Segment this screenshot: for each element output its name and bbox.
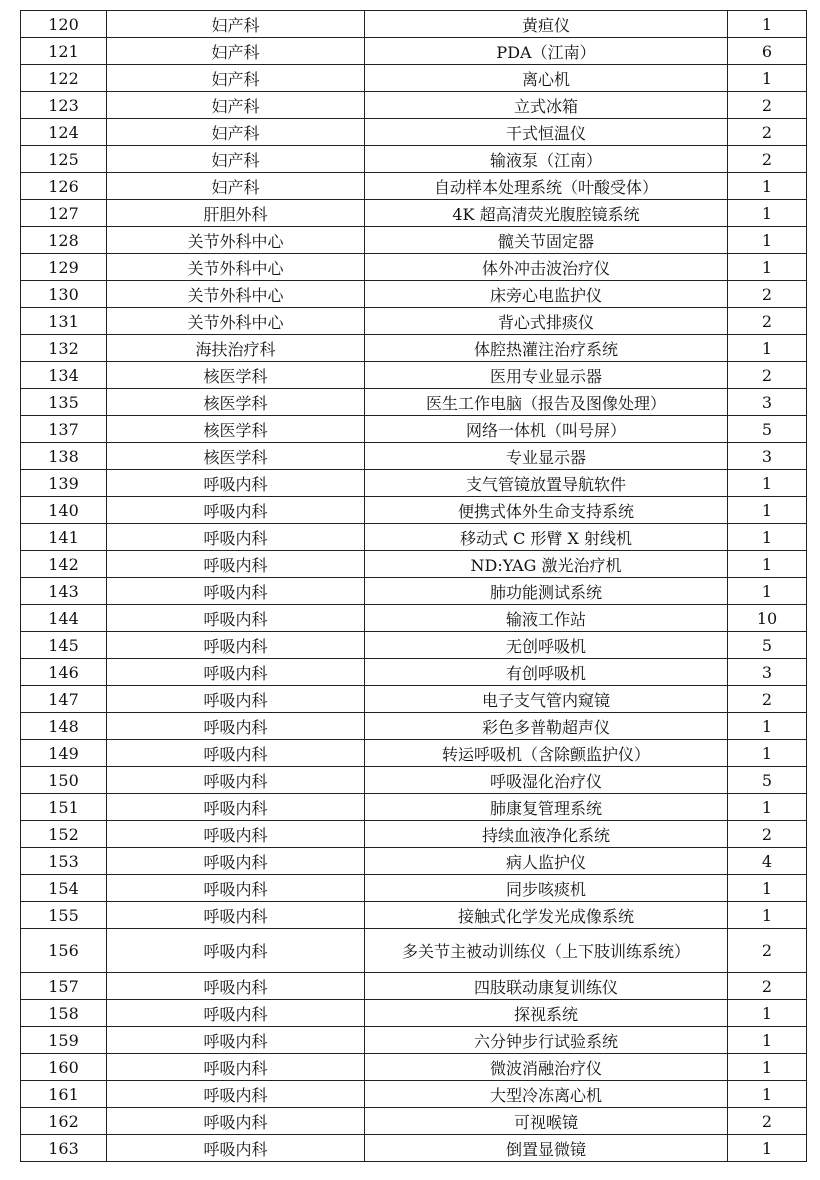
table-row	[21, 362, 807, 389]
cell-equipment-name: 便携式体外生命支持系统	[365, 497, 728, 524]
table-row	[21, 173, 807, 200]
cell-quantity: 2	[728, 146, 807, 173]
cell-equipment-name: 四肢联动康复训练仪	[365, 973, 728, 1000]
cell-department: 海扶治疗科	[107, 335, 365, 362]
table-row	[21, 389, 807, 416]
cell-quantity: 1	[728, 497, 807, 524]
table-row	[21, 146, 807, 173]
equipment-table	[20, 10, 807, 1162]
table-row	[21, 740, 807, 767]
cell-department: 呼吸内科	[107, 605, 365, 632]
cell-number: 149	[21, 740, 107, 767]
cell-quantity: 5	[728, 632, 807, 659]
table-row	[21, 416, 807, 443]
cell-quantity: 1	[728, 1027, 807, 1054]
cell-equipment-name: 可视喉镜	[365, 1108, 728, 1135]
cell-department: 关节外科中心	[107, 281, 365, 308]
table-row	[21, 308, 807, 335]
cell-equipment-name: 大型冷冻离心机	[365, 1081, 728, 1108]
cell-quantity: 2	[728, 973, 807, 1000]
cell-number: 130	[21, 281, 107, 308]
cell-department: 呼吸内科	[107, 1027, 365, 1054]
cell-quantity: 1	[728, 578, 807, 605]
cell-department: 关节外科中心	[107, 227, 365, 254]
cell-quantity: 2	[728, 362, 807, 389]
cell-number: 155	[21, 902, 107, 929]
cell-department: 妇产科	[107, 38, 365, 65]
table-row	[21, 973, 807, 1000]
table-row	[21, 632, 807, 659]
cell-equipment-name: 医生工作电脑（报告及图像处理）	[365, 389, 728, 416]
cell-number: 142	[21, 551, 107, 578]
cell-quantity: 2	[728, 281, 807, 308]
cell-quantity: 1	[728, 200, 807, 227]
table-row	[21, 11, 807, 38]
cell-number: 129	[21, 254, 107, 281]
cell-quantity: 6	[728, 38, 807, 65]
cell-department: 核医学科	[107, 443, 365, 470]
cell-equipment-name: 床旁心电监护仪	[365, 281, 728, 308]
table-row	[21, 497, 807, 524]
cell-number: 163	[21, 1135, 107, 1162]
cell-number: 153	[21, 848, 107, 875]
cell-number: 135	[21, 389, 107, 416]
cell-department: 呼吸内科	[107, 1081, 365, 1108]
cell-equipment-name: 无创呼吸机	[365, 632, 728, 659]
cell-number: 152	[21, 821, 107, 848]
cell-equipment-name: 有创呼吸机	[365, 659, 728, 686]
cell-equipment-name: 体外冲击波治疗仪	[365, 254, 728, 281]
cell-equipment-name: 体腔热灌注治疗系统	[365, 335, 728, 362]
cell-department: 呼吸内科	[107, 1000, 365, 1027]
cell-number: 157	[21, 973, 107, 1000]
cell-number: 120	[21, 11, 107, 38]
cell-quantity: 1	[728, 65, 807, 92]
cell-quantity: 2	[728, 821, 807, 848]
cell-number: 126	[21, 173, 107, 200]
table-row	[21, 767, 807, 794]
table-row	[21, 1027, 807, 1054]
cell-equipment-name: 同步咳痰机	[365, 875, 728, 902]
cell-quantity: 2	[728, 1108, 807, 1135]
table-row	[21, 335, 807, 362]
table-row	[21, 551, 807, 578]
cell-equipment-name: 输液泵（江南）	[365, 146, 728, 173]
cell-number: 131	[21, 308, 107, 335]
cell-number: 144	[21, 605, 107, 632]
cell-quantity: 1	[728, 1054, 807, 1081]
cell-department: 妇产科	[107, 173, 365, 200]
cell-quantity: 3	[728, 443, 807, 470]
table-row	[21, 713, 807, 740]
cell-department: 呼吸内科	[107, 848, 365, 875]
cell-equipment-name: 探视系统	[365, 1000, 728, 1027]
table-row	[21, 1000, 807, 1027]
table-row	[21, 902, 807, 929]
cell-number: 162	[21, 1108, 107, 1135]
cell-number: 159	[21, 1027, 107, 1054]
cell-equipment-name: 肺康复管理系统	[365, 794, 728, 821]
cell-equipment-name: 电子支气管内窥镜	[365, 686, 728, 713]
cell-department: 呼吸内科	[107, 767, 365, 794]
cell-number: 156	[21, 929, 107, 973]
cell-number: 151	[21, 794, 107, 821]
cell-equipment-name: 六分钟步行试验系统	[365, 1027, 728, 1054]
cell-department: 核医学科	[107, 416, 365, 443]
cell-equipment-name: 专业显示器	[365, 443, 728, 470]
cell-equipment-name: 接触式化学发光成像系统	[365, 902, 728, 929]
table-row	[21, 1054, 807, 1081]
cell-equipment-name: 髋关节固定器	[365, 227, 728, 254]
table-row	[21, 65, 807, 92]
table-row	[21, 686, 807, 713]
cell-equipment-name: 呼吸湿化治疗仪	[365, 767, 728, 794]
table-row	[21, 659, 807, 686]
cell-quantity: 2	[728, 308, 807, 335]
cell-number: 139	[21, 470, 107, 497]
cell-number: 147	[21, 686, 107, 713]
cell-quantity: 1	[728, 875, 807, 902]
cell-quantity: 3	[728, 389, 807, 416]
cell-number: 140	[21, 497, 107, 524]
cell-equipment-name: 微波消融治疗仪	[365, 1054, 728, 1081]
cell-number: 122	[21, 65, 107, 92]
cell-department: 关节外科中心	[107, 308, 365, 335]
table-row	[21, 848, 807, 875]
cell-equipment-name: 网络一体机（叫号屏）	[365, 416, 728, 443]
cell-number: 138	[21, 443, 107, 470]
table-row	[21, 578, 807, 605]
cell-department: 呼吸内科	[107, 1108, 365, 1135]
cell-number: 134	[21, 362, 107, 389]
cell-department: 妇产科	[107, 146, 365, 173]
cell-quantity: 1	[728, 470, 807, 497]
table-row	[21, 1135, 807, 1162]
table-row	[21, 1081, 807, 1108]
cell-department: 呼吸内科	[107, 902, 365, 929]
cell-equipment-name: 持续血液净化系统	[365, 821, 728, 848]
cell-equipment-name: 离心机	[365, 65, 728, 92]
table-row	[21, 875, 807, 902]
table-row	[21, 38, 807, 65]
cell-quantity: 2	[728, 92, 807, 119]
table-row	[21, 227, 807, 254]
cell-department: 呼吸内科	[107, 1135, 365, 1162]
cell-number: 158	[21, 1000, 107, 1027]
cell-department: 核医学科	[107, 389, 365, 416]
cell-number: 137	[21, 416, 107, 443]
cell-number: 146	[21, 659, 107, 686]
cell-number: 141	[21, 524, 107, 551]
cell-number: 161	[21, 1081, 107, 1108]
table-row	[21, 443, 807, 470]
cell-equipment-name: 输液工作站	[365, 605, 728, 632]
cell-number: 143	[21, 578, 107, 605]
cell-number: 154	[21, 875, 107, 902]
table-row	[21, 605, 807, 632]
cell-quantity: 1	[728, 551, 807, 578]
cell-number: 124	[21, 119, 107, 146]
cell-number: 150	[21, 767, 107, 794]
cell-equipment-name: ND:YAG 激光治疗机	[365, 551, 728, 578]
cell-quantity: 1	[728, 740, 807, 767]
cell-quantity: 1	[728, 11, 807, 38]
cell-quantity: 1	[728, 902, 807, 929]
cell-quantity: 1	[728, 254, 807, 281]
cell-number: 123	[21, 92, 107, 119]
cell-equipment-name: 立式冰箱	[365, 92, 728, 119]
cell-equipment-name: 医用专业显示器	[365, 362, 728, 389]
cell-department: 呼吸内科	[107, 686, 365, 713]
cell-quantity: 10	[728, 605, 807, 632]
cell-department: 呼吸内科	[107, 524, 365, 551]
table-row	[21, 1108, 807, 1135]
cell-quantity: 4	[728, 848, 807, 875]
cell-number: 121	[21, 38, 107, 65]
cell-department: 呼吸内科	[107, 470, 365, 497]
cell-quantity: 2	[728, 686, 807, 713]
cell-equipment-name: 多关节主被动训练仪（上下肢训练系统）	[365, 929, 728, 973]
cell-quantity: 5	[728, 767, 807, 794]
cell-department: 呼吸内科	[107, 578, 365, 605]
cell-number: 132	[21, 335, 107, 362]
cell-equipment-name: 背心式排痰仪	[365, 308, 728, 335]
cell-equipment-name: 转运呼吸机（含除颤监护仪）	[365, 740, 728, 767]
table-row	[21, 281, 807, 308]
cell-department: 妇产科	[107, 11, 365, 38]
cell-number: 148	[21, 713, 107, 740]
cell-equipment-name: PDA（江南）	[365, 38, 728, 65]
cell-quantity: 1	[728, 713, 807, 740]
table-row	[21, 470, 807, 497]
table-row	[21, 821, 807, 848]
cell-number: 145	[21, 632, 107, 659]
cell-equipment-name: 肺功能测试系统	[365, 578, 728, 605]
cell-department: 呼吸内科	[107, 794, 365, 821]
cell-quantity: 1	[728, 227, 807, 254]
cell-department: 妇产科	[107, 65, 365, 92]
cell-quantity: 1	[728, 173, 807, 200]
cell-quantity: 2	[728, 929, 807, 973]
cell-department: 妇产科	[107, 119, 365, 146]
cell-department: 核医学科	[107, 362, 365, 389]
cell-department: 呼吸内科	[107, 740, 365, 767]
cell-number: 128	[21, 227, 107, 254]
cell-number: 160	[21, 1054, 107, 1081]
cell-equipment-name: 支气管镜放置导航软件	[365, 470, 728, 497]
table-row	[21, 92, 807, 119]
cell-number: 125	[21, 146, 107, 173]
cell-department: 呼吸内科	[107, 551, 365, 578]
table-row	[21, 794, 807, 821]
cell-department: 呼吸内科	[107, 1054, 365, 1081]
cell-quantity: 1	[728, 524, 807, 551]
cell-equipment-name: 彩色多普勒超声仪	[365, 713, 728, 740]
cell-equipment-name: 干式恒温仪	[365, 119, 728, 146]
table-row	[21, 254, 807, 281]
cell-equipment-name: 病人监护仪	[365, 848, 728, 875]
cell-department: 妇产科	[107, 92, 365, 119]
cell-equipment-name: 自动样本处理系统（叶酸受体）	[365, 173, 728, 200]
cell-equipment-name: 黄疸仪	[365, 11, 728, 38]
cell-quantity: 1	[728, 335, 807, 362]
cell-number: 127	[21, 200, 107, 227]
table-row	[21, 524, 807, 551]
cell-quantity: 1	[728, 1081, 807, 1108]
equipment-table-body	[21, 11, 807, 1162]
cell-department: 肝胆外科	[107, 200, 365, 227]
table-row	[21, 929, 807, 973]
cell-department: 呼吸内科	[107, 713, 365, 740]
cell-quantity: 1	[728, 794, 807, 821]
cell-quantity: 5	[728, 416, 807, 443]
cell-quantity: 1	[728, 1000, 807, 1027]
cell-department: 关节外科中心	[107, 254, 365, 281]
cell-equipment-name: 倒置显微镜	[365, 1135, 728, 1162]
cell-department: 呼吸内科	[107, 659, 365, 686]
cell-department: 呼吸内科	[107, 497, 365, 524]
cell-department: 呼吸内科	[107, 821, 365, 848]
cell-equipment-name: 移动式 C 形臂 X 射线机	[365, 524, 728, 551]
cell-equipment-name: 4K 超高清荧光腹腔镜系统	[365, 200, 728, 227]
cell-department: 呼吸内科	[107, 632, 365, 659]
table-row	[21, 119, 807, 146]
cell-quantity: 3	[728, 659, 807, 686]
cell-quantity: 1	[728, 1135, 807, 1162]
table-row	[21, 200, 807, 227]
cell-department: 呼吸内科	[107, 929, 365, 973]
cell-department: 呼吸内科	[107, 973, 365, 1000]
cell-quantity: 2	[728, 119, 807, 146]
cell-department: 呼吸内科	[107, 875, 365, 902]
